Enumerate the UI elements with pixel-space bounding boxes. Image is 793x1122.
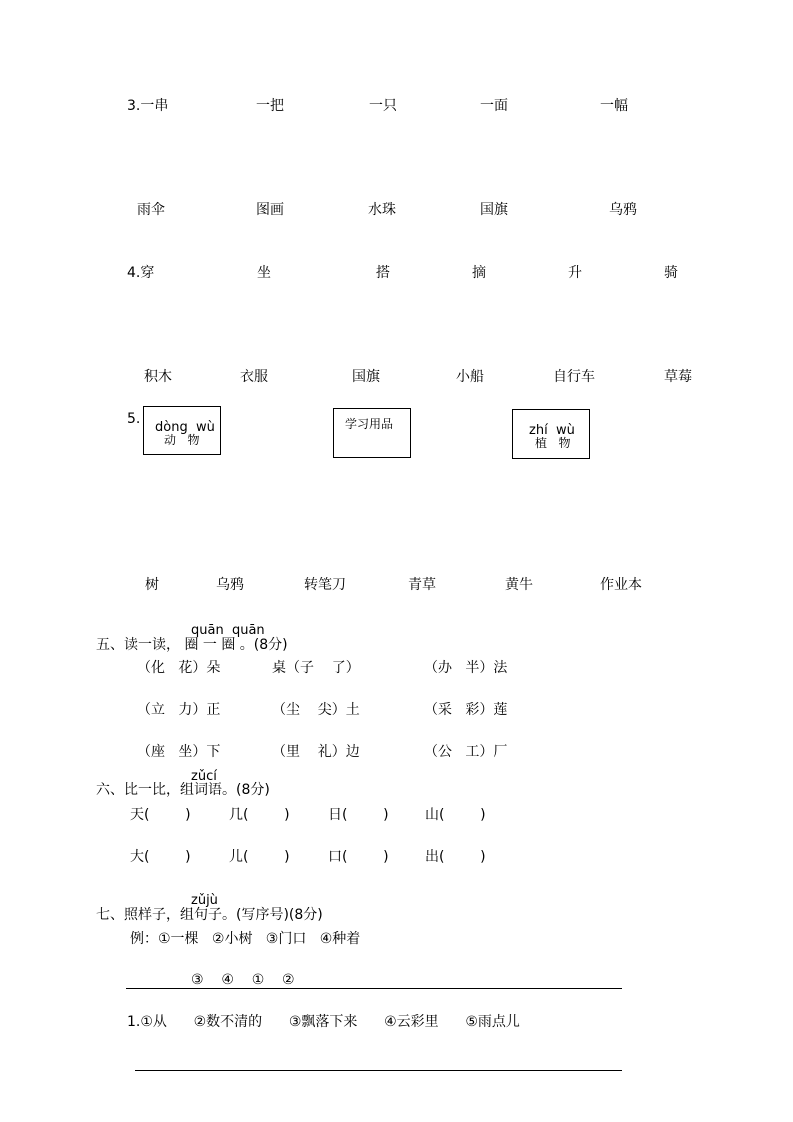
q4-verb: 骑 xyxy=(664,265,678,281)
q3-noun: 雨伞 xyxy=(137,202,165,218)
box-hanzi: 学习用品 xyxy=(345,417,394,431)
q4-verb: 摘 xyxy=(472,265,486,281)
q4-verb: 坐 xyxy=(257,265,271,281)
q4-object: 衣服 xyxy=(240,369,268,385)
q3-measure: 一把 xyxy=(256,98,284,114)
compare-item: 几( ) xyxy=(229,807,290,823)
q3-noun: 水珠 xyxy=(368,202,396,218)
category-box-plants xyxy=(512,409,590,459)
q4-verb: 升 xyxy=(568,265,582,281)
example-line: 例：①一棵 ②小树 ③门口 ④种着 xyxy=(130,931,361,947)
section7-pinyin: zǔjù xyxy=(191,893,218,908)
q3-label: 3.一串 xyxy=(127,98,169,114)
compare-item: 出( ) xyxy=(425,849,486,865)
q5-word: 转笔刀 xyxy=(304,577,346,593)
choice-item: （尘 尖）土 xyxy=(272,702,360,718)
example-answer: ③ ④ ① ② xyxy=(191,972,295,988)
category-box-animals xyxy=(143,406,221,455)
section7-title: 七、照样子，组句子。(写序号)(8分) xyxy=(96,907,323,923)
box-pinyin: dòng wù xyxy=(155,420,215,435)
compare-item: 天( ) xyxy=(130,807,191,823)
answer-line[interactable] xyxy=(135,1070,622,1071)
choice-item: （采 彩）莲 xyxy=(424,702,508,718)
compare-item: 山( ) xyxy=(425,807,486,823)
q3-noun: 国旗 xyxy=(480,202,508,218)
choice-item: （办 半）法 xyxy=(424,660,508,676)
box-hanzi: 动 物 xyxy=(164,433,200,447)
q5-word: 乌鸦 xyxy=(216,577,244,593)
answer-line xyxy=(126,988,622,989)
q3-measure: 一只 xyxy=(369,98,397,114)
q3-noun: 图画 xyxy=(256,202,284,218)
q4-object: 积木 xyxy=(144,369,172,385)
q4-verb: 搭 xyxy=(376,265,390,281)
box-pinyin: zhí wù xyxy=(529,423,575,438)
q4-object: 小船 xyxy=(456,369,484,385)
q4-object: 国旗 xyxy=(352,369,380,385)
compare-item: 日( ) xyxy=(328,807,389,823)
q5-word: 黄牛 xyxy=(505,577,533,593)
choice-item: （公 工）厂 xyxy=(424,744,508,760)
choice-item: （里 礼）边 xyxy=(272,744,360,760)
q4-label: 4.穿 xyxy=(127,265,155,281)
q5-word: 树 xyxy=(145,577,159,593)
box-hanzi: 植 物 xyxy=(535,436,571,450)
q5-label: 5. xyxy=(127,411,141,427)
q3-noun: 乌鸦 xyxy=(609,202,637,218)
section6-pinyin: zǔcí xyxy=(191,769,217,784)
choice-item: （座 坐）下 xyxy=(137,744,221,760)
q4-object: 自行车 xyxy=(553,369,595,385)
section6-title: 六、比一比，组词语。(8分) xyxy=(96,782,270,798)
compare-item: 儿( ) xyxy=(229,849,290,865)
compare-item: 口( ) xyxy=(328,849,389,865)
q5-word: 青草 xyxy=(408,577,436,593)
section5-title: 五、读一读， 圈 一 圈 。(8分) xyxy=(96,637,288,653)
category-box-school-supplies xyxy=(333,408,411,458)
choice-item: （立 力）正 xyxy=(137,702,221,718)
q4-object: 草莓 xyxy=(664,369,692,385)
q3-measure: 一面 xyxy=(480,98,508,114)
choice-item: 桌（子 了） xyxy=(272,660,360,676)
section5-pinyin: quān quān xyxy=(191,623,265,638)
choice-item: （化 花）朵 xyxy=(137,660,221,676)
q5-word: 作业本 xyxy=(600,577,642,593)
q3-measure: 一幅 xyxy=(600,98,628,114)
question-1: 1.①从 ②数不清的 ③飘落下来 ④云彩里 ⑤雨点儿 xyxy=(127,1014,520,1030)
compare-item: 大( ) xyxy=(130,849,191,865)
